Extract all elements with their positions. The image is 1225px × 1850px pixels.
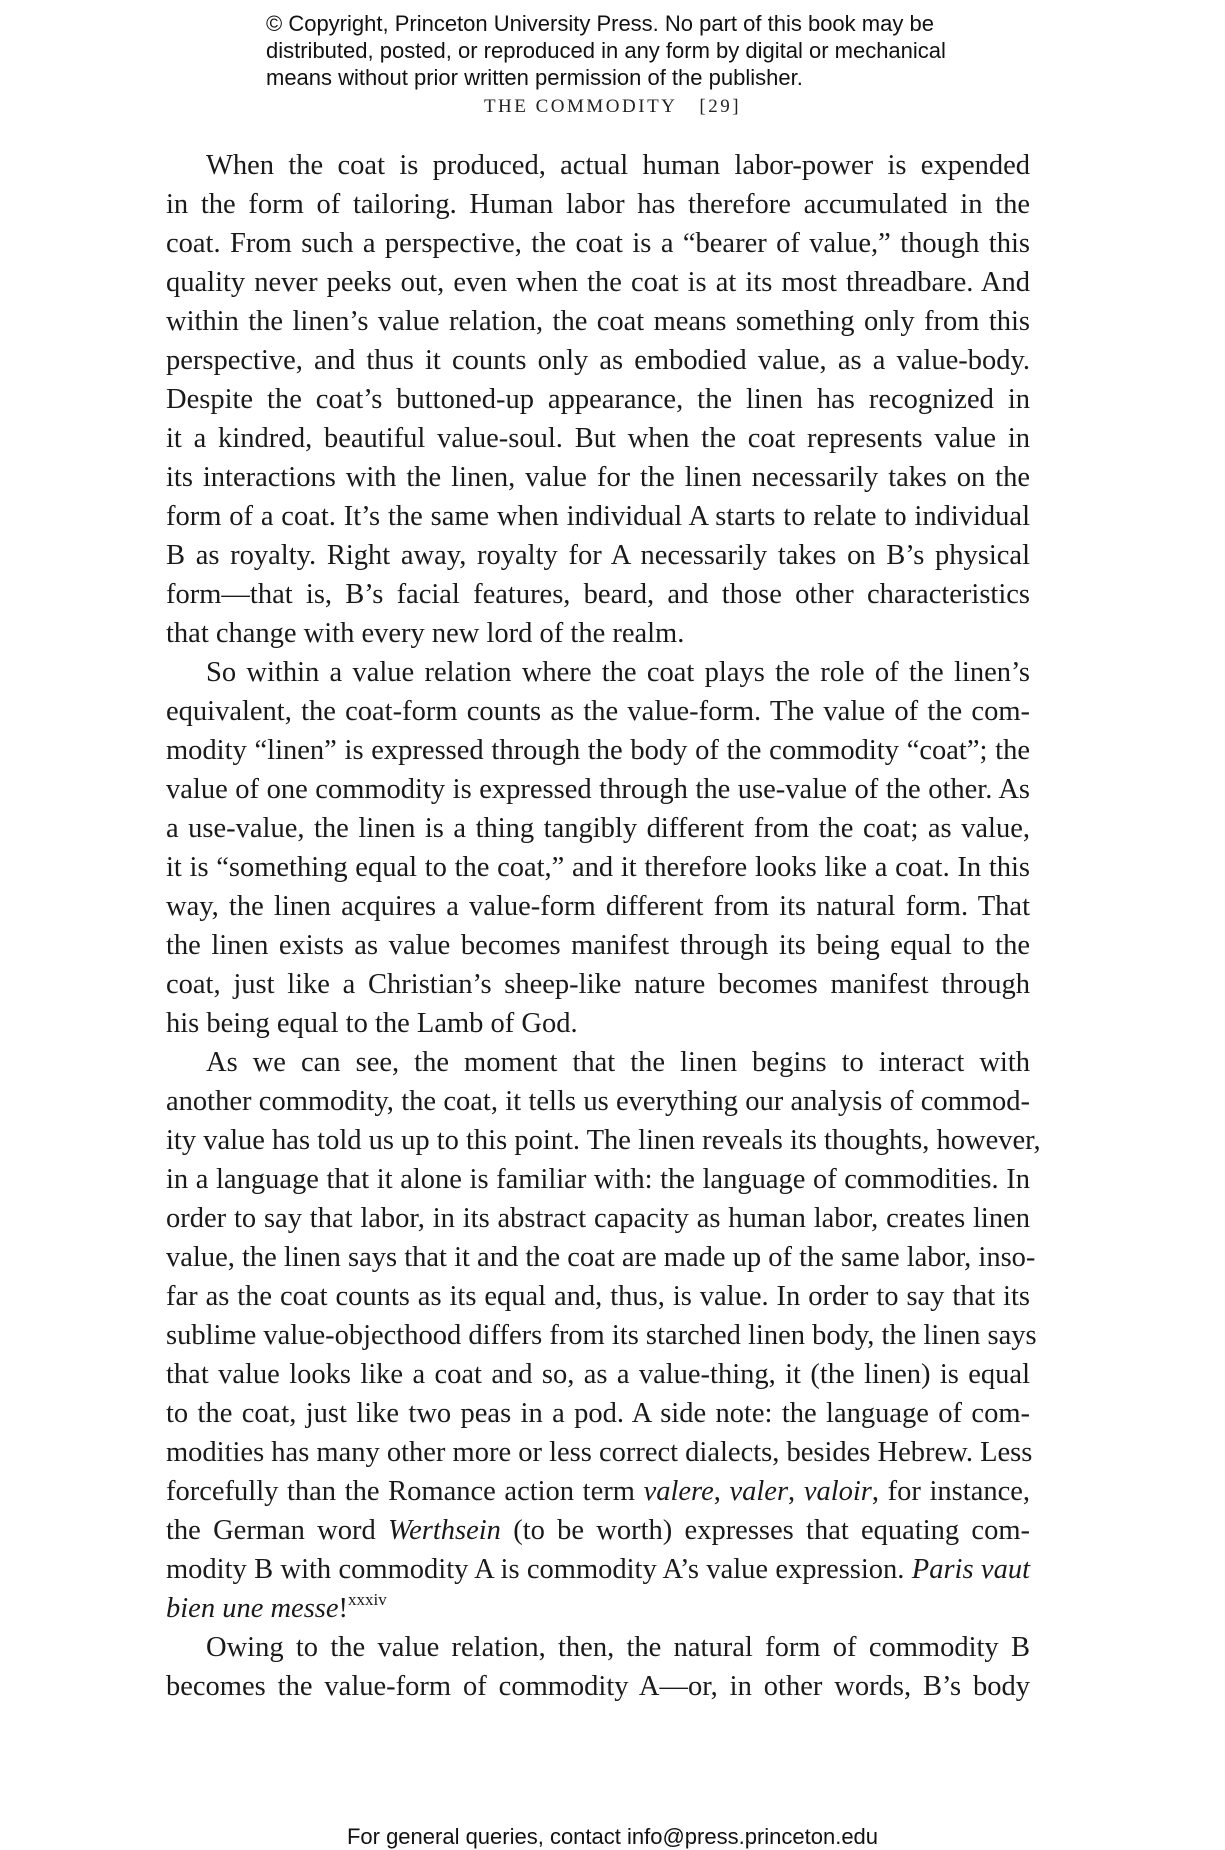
text-segment: , <box>713 1476 730 1507</box>
text-line <box>166 1550 1030 1589</box>
text-line: order to say that labor, in its abstract capacity as human labor, creates linen <box>166 1203 1030 1234</box>
copyright-line: © Copyright, Princeton University Press. No part of this book may be <box>266 11 934 36</box>
text-line: his being equal to the Lamb of God. <box>166 1008 578 1039</box>
running-head <box>0 96 1225 118</box>
text-line: a use-value, the linen is a thing tangibly different from the coat; as value, <box>166 813 1030 844</box>
copyright-notice <box>266 10 1026 91</box>
copyright-line: distributed, posted, or reproduced in any form by digital or mechanical <box>266 38 946 63</box>
copyright-line: means without prior written permission of the publisher. <box>266 65 803 90</box>
text-segment: the German word <box>166 1515 388 1546</box>
text-line: in a language that it alone is familiar with: the language of commodities. In <box>166 1164 1030 1195</box>
text-line: ity value has told us up to this point. The linen reveals its thoughts, however, <box>166 1125 1041 1156</box>
text-line: As we can see, the moment that the linen begins to interact with <box>206 1047 1030 1078</box>
page-number: [29] <box>699 96 742 117</box>
text-segment: forcefully than the Romance action term <box>166 1476 644 1507</box>
text-line: its interactions with the linen, value for the linen necessarily takes on the <box>166 462 1030 493</box>
text-segment: ! <box>338 1593 349 1624</box>
text-line: that change with every new lord of the realm. <box>166 618 685 649</box>
text-line: sublime value-objecthood differs from its starched linen body, the linen says <box>166 1320 1037 1351</box>
running-head-title: THE COMMODITY <box>483 96 678 117</box>
text-line: coat. From such a perspective, the coat is a “bearer of value,” though this <box>166 228 1030 259</box>
text-line: it a kindred, beautiful value-soul. But when the coat represents value in <box>166 423 1030 454</box>
text-line: quality never peeks out, even when the coat is at its most threadbare. And <box>166 267 1030 298</box>
italic-term: valer <box>729 1476 789 1507</box>
text-line: So within a value relation where the coat plays the role of the linen’s <box>206 657 1030 688</box>
italic-phrase: Paris vaut <box>911 1554 1030 1585</box>
text-line <box>166 1589 1030 1628</box>
text-line: coat, just like a Christian’s sheep-like nature becomes manifest through <box>166 969 1030 1000</box>
text-line: form—that is, B’s facial features, beard, and those other characteristics <box>166 579 1030 610</box>
text-segment: modity B with commodity A is commodity A’s value expression. <box>166 1554 912 1585</box>
italic-phrase: bien une messe <box>166 1593 339 1624</box>
text-line: form of a coat. It’s the same when individual A starts to relate to individual <box>166 501 1030 532</box>
text-line <box>166 1511 1030 1550</box>
text-line: way, the linen acquires a value-form different from its natural form. That <box>166 891 1030 922</box>
text-line: in the form of tailoring. Human labor has therefore accumulated in the <box>166 189 1030 220</box>
italic-term: Werthsein <box>387 1515 501 1546</box>
footer-contact: For general queries, contact info@press.princeton.edu <box>346 1824 879 1849</box>
text-line: When the coat is produced, actual human labor-power is expended <box>206 150 1030 181</box>
text-line: it is “something equal to the coat,” and it therefore looks like a coat. In this <box>166 852 1030 883</box>
text-line: B as royalty. Right away, royalty for A necessarily takes on B’s physical <box>166 540 1030 571</box>
text-line: Despite the coat’s buttoned-up appearance, the linen has recognized in <box>166 384 1030 415</box>
text-line: modity “linen” is expressed through the body of the commodity “coat”; the <box>166 735 1030 766</box>
text-segment: , <box>788 1476 804 1507</box>
text-line <box>166 1472 1030 1511</box>
text-line: another commodity, the coat, it tells us everything our analysis of commod- <box>166 1086 1030 1117</box>
text-line: becomes the value-form of commodity A—or, in other words, B’s body <box>166 1671 1030 1702</box>
text-line: value, the linen says that it and the coat are made up of the same labor, inso- <box>166 1242 1036 1273</box>
text-line: modities has many other more or less correct dialects, besides Hebrew. Less <box>166 1437 1033 1468</box>
text-line: the linen exists as value becomes manifest through its being equal to the <box>166 930 1030 961</box>
text-line: far as the coat counts as its equal and, thus, is value. In order to say that its <box>166 1281 1030 1312</box>
text-line: equivalent, the coat-form counts as the value-form. The value of the com- <box>166 696 1030 727</box>
text-line: perspective, and thus it counts only as embodied value, as a value-body. <box>166 345 1030 376</box>
text-line: Owing to the value relation, then, the natural form of commodity B <box>206 1632 1030 1663</box>
text-line: within the linen’s value relation, the coat means something only from this <box>166 306 1030 337</box>
italic-term: valere <box>643 1476 714 1507</box>
text-segment: , for instance, <box>871 1476 1031 1507</box>
text-line: value of one commodity is expressed through the use-value of the other. As <box>166 774 1030 805</box>
italic-term: valoir <box>803 1476 872 1507</box>
text-line: that value looks like a coat and so, as a value-thing, it (the linen) is equal <box>166 1359 1030 1390</box>
endnote-marker: xxxiv <box>348 1590 387 1609</box>
text-line: to the coat, just like two peas in a pod. A side note: the language of com- <box>166 1398 1030 1429</box>
body-text <box>166 146 1041 1706</box>
text-segment: (to be worth) expresses that equating com- <box>500 1515 1030 1546</box>
